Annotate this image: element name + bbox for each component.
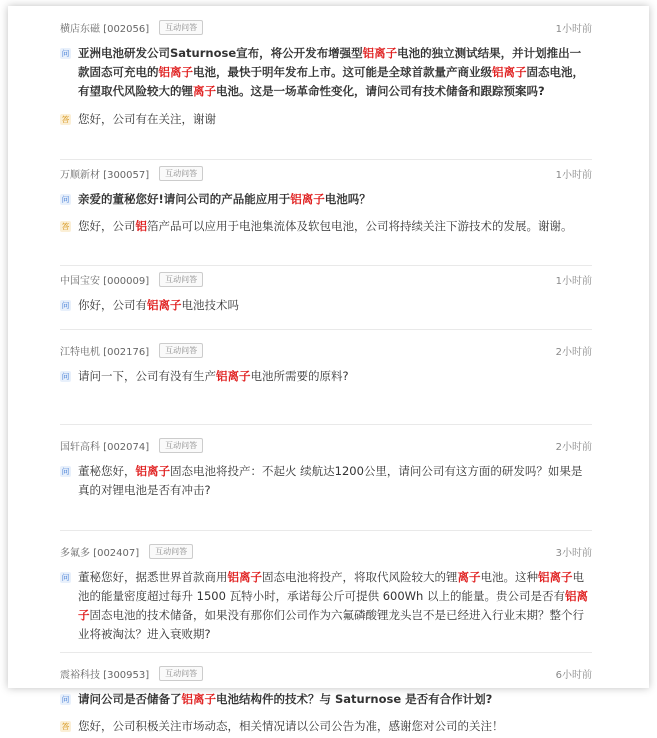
answer-text: 您好，公司有在关注，谢谢: [78, 112, 216, 126]
answer-row: [60, 217, 592, 236]
question-text[interactable]: 董秘您好，铝离子固态电池将投产：不起火 续航达1200公里，请问公司有这方面的研发吗？如果是真的对锂电池是否有冲击?: [78, 464, 583, 497]
answer-icon: 答: [61, 722, 70, 731]
qa-entry[interactable]: [60, 662, 592, 738]
qa-badge: 互动问答: [159, 272, 203, 287]
company-name[interactable]: 横店东磁 [002056]: [60, 23, 150, 35]
qa-badge: 互动问答: [159, 20, 203, 35]
qa-entry[interactable]: [60, 16, 592, 160]
qa-entry[interactable]: [60, 162, 592, 266]
company-name[interactable]: 震裕科技 [300953]: [60, 669, 150, 681]
timestamp: 1小时前: [555, 169, 592, 181]
question-text[interactable]: 请问一下，公司有没有生产铝离子电池所需要的原料?: [78, 369, 349, 383]
question-icon: 问: [61, 372, 70, 381]
qa-entry[interactable]: [60, 268, 592, 330]
entry-meta: [60, 16, 592, 38]
qa-badge: 互动问答: [149, 544, 193, 559]
question-text[interactable]: 亲爱的董秘您好!请问公司的产品能应用于铝离子电池吗？: [78, 192, 371, 206]
answer-icon: 答: [61, 115, 70, 124]
question-row: [60, 690, 592, 709]
entry-meta: [60, 434, 592, 456]
entry-meta: [60, 268, 592, 290]
question-icon: 问: [61, 195, 70, 204]
qa-badge: 互动问答: [159, 343, 203, 358]
question-icon: 问: [61, 467, 70, 476]
timestamp: 2小时前: [555, 441, 592, 453]
qa-entry[interactable]: [60, 434, 592, 531]
question-icon: 问: [61, 695, 70, 704]
entry-meta: [60, 339, 592, 361]
company-name[interactable]: 多氟多 [002407]: [60, 547, 140, 559]
qa-entry[interactable]: [60, 540, 592, 653]
question-row: [60, 190, 592, 209]
question-text[interactable]: 你好，公司有铝离子电池技术吗: [78, 298, 239, 312]
question-text[interactable]: 亚洲电池研发公司Saturnose宣布，将公开发布增强型铝离子电池的独立测试结果，并计划推出一款固态可充电的铝离子电池，最快于明年发布上市。这可能是全球首款量产商业级铝离子固态电池，有望取代风险较大的锂离子电池。这是一场革命性变化，请问公司有技术储备和跟踪预案吗?: [78, 46, 584, 98]
question-icon: 问: [61, 301, 70, 310]
qa-entry[interactable]: [60, 339, 592, 425]
question-icon: 问: [61, 573, 70, 582]
question-row: [60, 568, 592, 644]
timestamp: 6小时前: [555, 669, 592, 681]
answer-row: [60, 717, 592, 736]
qa-badge: 互动问答: [159, 666, 203, 681]
entry-meta: [60, 162, 592, 184]
company-name[interactable]: 国轩高科 [002074]: [60, 441, 150, 453]
qa-feed-window: [8, 6, 649, 733]
question-row: [60, 296, 592, 315]
timestamp: 1小时前: [555, 275, 592, 287]
answer-text: 您好，公司铝箔产品可以应用于电池集流体及软包电池，公司将持续关注下游技术的发展。谢谢。: [78, 219, 573, 233]
question-row: [60, 367, 592, 386]
company-name[interactable]: 中国宝安 [000009]: [60, 275, 150, 287]
answer-text: 您好，公司积极关注市场动态，相关情况请以公司公告为准，感谢您对公司的关注！: [78, 719, 504, 733]
qa-feed: [60, 16, 592, 738]
timestamp: 2小时前: [555, 346, 592, 358]
qa-badge: 互动问答: [159, 438, 203, 453]
timestamp: 3小时前: [555, 547, 592, 559]
question-text[interactable]: 董秘您好，据悉世界首款商用铝离子固态电池将投产，将取代风险较大的锂离子电池。这种铝离子电池的能量密度超过每升 1500 瓦特小时，承诺每公斤可提供 600Wh 以上的能量。贵公司是否有铝离子固态电池的技术储备，如果没有那你们公司作为六氟磷酸锂龙头岂不是已经进入行业末期？整个行业将被淘汰？进入衰败期?: [78, 570, 588, 641]
answer-icon: 答: [61, 222, 70, 231]
entry-meta: [60, 662, 592, 684]
question-row: [60, 462, 592, 500]
question-icon: 问: [61, 49, 70, 58]
company-name[interactable]: 江特电机 [002176]: [60, 346, 150, 358]
company-name[interactable]: 万顺新材 [300057]: [60, 169, 150, 181]
answer-row: [60, 110, 592, 129]
qa-badge: 互动问答: [159, 166, 203, 181]
question-row: [60, 44, 592, 101]
entry-meta: [60, 540, 592, 562]
timestamp: 1小时前: [555, 23, 592, 35]
question-text[interactable]: 请问公司是否储备了铝离子电池结构件的技术？与 Saturnose 是否有合作计划?: [78, 692, 493, 706]
